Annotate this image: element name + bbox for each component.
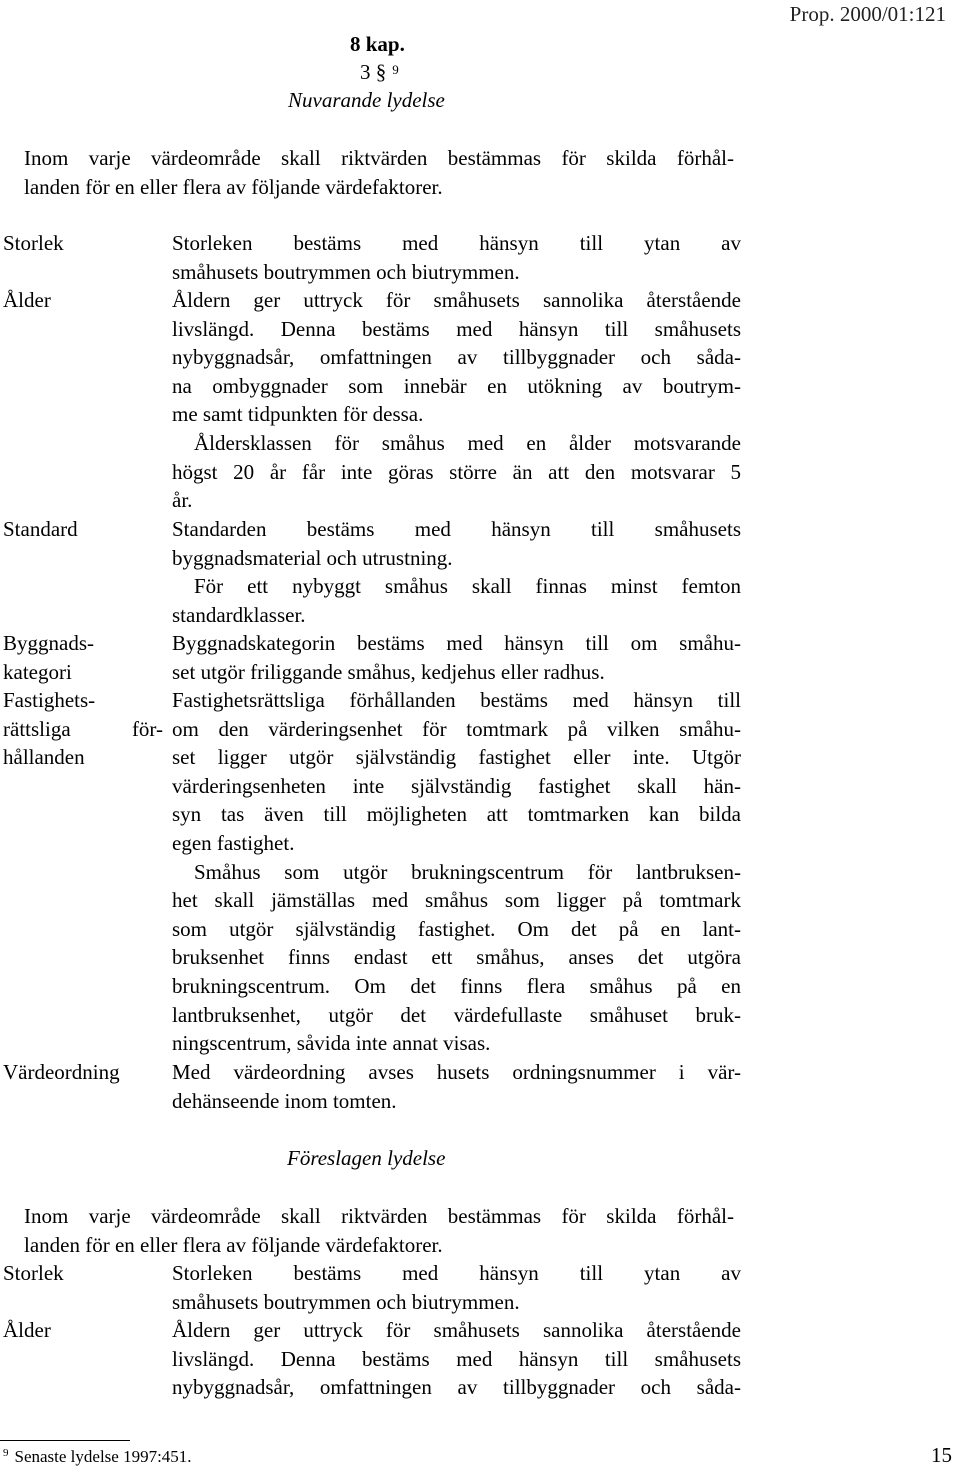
desc-line: Småhus som utgör brukningscentrum för lantbruksen-	[194, 859, 741, 884]
desc-line: standardklasser.	[172, 602, 306, 627]
desc-line: nybyggnadsår, omfattningen av tillbyggnader och såda-	[172, 1375, 741, 1400]
term-storlek: Storlek	[3, 231, 64, 255]
desc-line: Byggnadskategorin bestäms med hänsyn till om småhu-	[172, 631, 741, 655]
footnote-ref: 9	[392, 62, 399, 77]
desc-line: na ombyggnader som innebär en utökning av boutrym-	[172, 373, 741, 398]
term-vardeordning: Värdeordning	[3, 1060, 120, 1084]
footnote-text: Senaste lydelse 1997:451.	[14, 1447, 192, 1466]
desc-alder	[172, 1316, 741, 1402]
term-fastighetsrattsliga	[3, 686, 163, 772]
desc-line: Fastighetsrättsliga förhållanden bestäms med hänsyn till	[172, 688, 741, 712]
desc-alder	[172, 286, 741, 515]
desc-vardeordning	[172, 1058, 741, 1115]
desc-line: bruksenhet finns endast ett småhus, anses det utgöra	[172, 945, 741, 970]
desc-line: småhusets boutrymmen och biutrymmen.	[172, 1289, 520, 1314]
desc-line: ningscentrum, såvida inte annat visas.	[172, 1031, 491, 1056]
footnote-number: 9	[3, 1447, 9, 1459]
footnote-separator	[0, 1440, 130, 1441]
desc-line: dehänseende inom tomten.	[172, 1088, 397, 1113]
desc-line: om den värderingsenhet för tomtmark på vilken småhu-	[172, 716, 741, 741]
desc-line: set utgör friliggande småhus, kedjehus eller radhus.	[172, 659, 605, 684]
desc-line: livslängd. Denna bestäms med hänsyn till småhusets	[172, 1346, 741, 1371]
desc-line: lantbruksenhet, utgör det värdefullaste småhuset bruk-	[172, 1002, 741, 1027]
term-line: Byggnads-	[3, 631, 94, 655]
desc-line: värderingsenheten inte självständig fastighet skall hän-	[172, 773, 741, 798]
desc-line: brukningscentrum. Om det finns flera småhus på en	[172, 973, 741, 998]
desc-line: För ett nybyggt småhus skall finnas minst femton	[194, 574, 741, 599]
intro-line: Inom varje värdeområde skall riktvärden bestämmas för skilda förhål-	[24, 1204, 734, 1228]
desc-standard	[172, 515, 741, 629]
desc-line: Storleken bestäms med hänsyn till ytan av	[172, 231, 741, 255]
desc-line: set ligger utgör självständig fastighet eller inte. Utgör	[172, 745, 741, 770]
desc-line: me samt tidpunkten för dessa.	[172, 402, 424, 427]
desc-byggnadskategori	[172, 629, 741, 686]
term-storlek: Storlek	[3, 1261, 64, 1285]
term-alder: Ålder	[3, 1318, 51, 1342]
proposition-reference: Prop. 2000/01:121	[789, 2, 946, 26]
term-standard: Standard	[3, 517, 78, 541]
desc-line: Åldern ger uttryck för småhusets sannolika återstående	[172, 1318, 741, 1342]
desc-line: år.	[172, 488, 193, 513]
intro-line: landen för en eller flera av följande värdefaktorer.	[24, 174, 443, 199]
desc-line: livslängd. Denna bestäms med hänsyn till småhusets	[172, 316, 741, 341]
desc-storlek	[172, 1259, 741, 1316]
term-alder: Ålder	[3, 288, 51, 312]
page-number: 15	[931, 1443, 952, 1467]
intro-line: Inom varje värdeområde skall riktvärden bestämmas för skilda förhål-	[24, 146, 734, 170]
desc-line: egen fastighet.	[172, 830, 295, 855]
proposed-intro	[24, 1202, 734, 1259]
current-wording-heading: Nuvarande lydelse	[288, 88, 445, 112]
term-line	[3, 715, 163, 744]
desc-line: Standarden bestäms med hänsyn till småhusets	[172, 517, 741, 541]
desc-line: småhusets boutrymmen och biutrymmen.	[172, 259, 520, 284]
desc-line: het skall jämställas med småhus som ligger på tomtmark	[172, 888, 741, 913]
term-line: Fastighets-	[3, 688, 96, 712]
desc-storlek	[172, 229, 741, 286]
intro-line: landen för en eller flera av följande värdefaktorer.	[24, 1232, 443, 1257]
desc-line: nybyggnadsår, omfattningen av tillbyggnader och såda-	[172, 345, 741, 370]
desc-fastighetsrattsliga	[172, 686, 741, 1058]
desc-line: syn tas även till möjligheten att tomtmarken kan bilda	[172, 802, 741, 827]
footnote	[3, 1443, 192, 1474]
chapter-title: 8 kap.	[350, 32, 405, 56]
desc-line: Åldern ger uttryck för småhusets sannolika återstående	[172, 288, 741, 312]
desc-line: byggnadsmaterial och utrustning.	[172, 545, 453, 570]
term-line: hållanden	[3, 745, 85, 770]
desc-line: som utgör självständig fastighet. Om det på en lant-	[172, 916, 741, 941]
desc-line: högst 20 år får inte göras större än att den motsvarar 5	[172, 459, 741, 484]
current-intro	[24, 144, 734, 201]
desc-line: Åldersklassen för småhus med en ålder motsvarande	[194, 430, 741, 455]
term-word: rättsliga	[3, 716, 71, 741]
desc-line: Storleken bestäms med hänsyn till ytan av	[172, 1261, 741, 1285]
proposed-wording-heading: Föreslagen lydelse	[287, 1146, 446, 1170]
desc-line: Med värdeordning avses husets ordningsnummer i vär-	[172, 1060, 741, 1084]
term-line: kategori	[3, 659, 72, 684]
section-number	[360, 58, 399, 90]
term-byggnadskategori	[3, 629, 163, 686]
section-number-text: 3 §	[360, 60, 387, 84]
term-word: för-	[131, 716, 163, 741]
